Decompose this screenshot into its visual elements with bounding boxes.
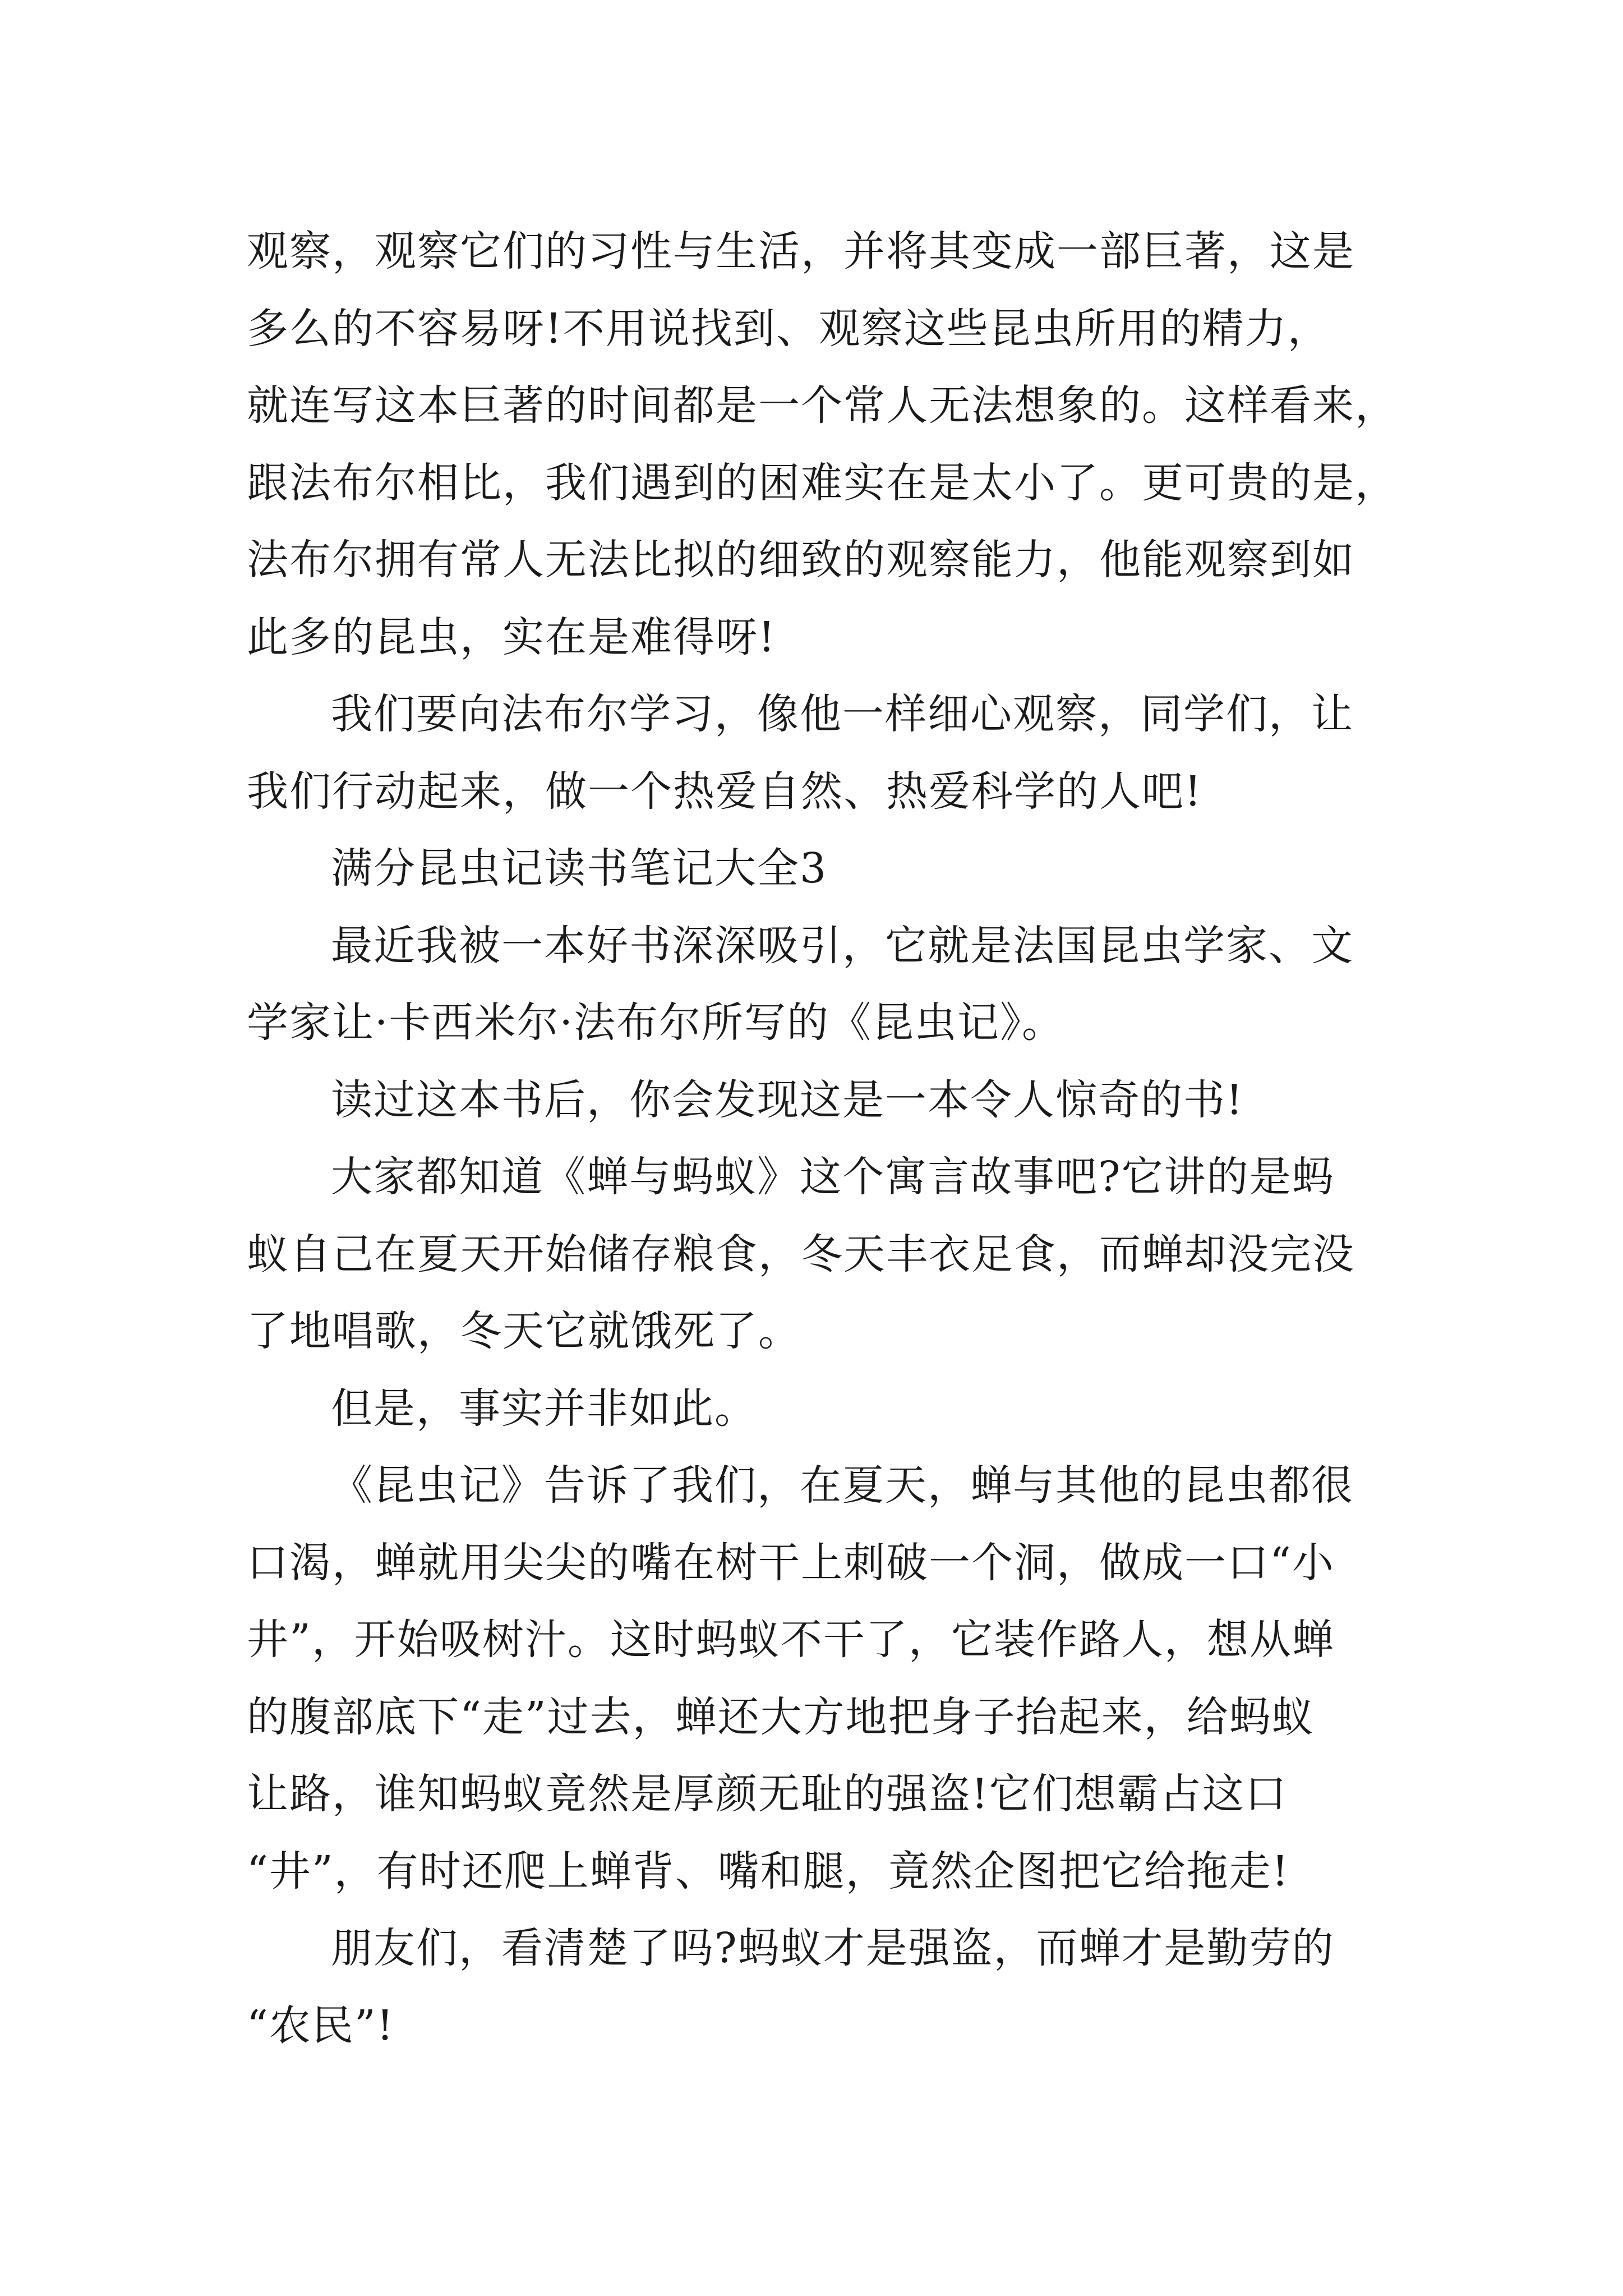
text-line: 但是，事实并非如此。 <box>331 1384 757 1433</box>
text-line: 学家让·卡西米尔·法布尔所写的《昆虫记》。 <box>247 999 1065 1047</box>
text-line: 让路，谁知蚂蚁竟然是厚颜无耻的强盗!它们想霸占这口 <box>247 1770 1288 1818</box>
text-line: 我们要向法布尔学习，像他一样细心观察，同学们，让 <box>331 690 1354 738</box>
text-line: 《昆虫记》告诉了我们，在夏天，蝉与其他的昆虫都很 <box>331 1461 1354 1510</box>
text-line: 朋友们，看清楚了吗?蚂蚁才是强盗，而蝉才是勤劳的 <box>331 1924 1335 1972</box>
text-line: 跟法布尔相比，我们遇到的困难实在是太小了。更可贵的是， <box>247 458 1398 507</box>
text-line: 满分昆虫记读书笔记大全3 <box>331 844 828 892</box>
text-line: 此多的昆虫，实在是难得呀! <box>247 613 776 661</box>
text-line: 观察，观察它们的习性与生活，并将其变成一部巨著，这是 <box>247 227 1355 275</box>
text-line: 我们行动起来，做一个热爱自然、热爱科学的人吧! <box>247 767 1202 816</box>
text-line: 大家都知道《蝉与蚂蚁》这个寓言故事吧?它讲的是蚂 <box>331 1153 1335 1201</box>
text-line: 的腹部底下“走”过去，蝉还大方地把身子抬起来，给蚂蚁 <box>247 1692 1315 1741</box>
text-line: 法布尔拥有常人无法比拟的细致的观察能力，他能观察到如 <box>247 536 1355 584</box>
text-line: “井”，有时还爬上蝉背、嘴和腿，竟然企图把它给拖走! <box>247 1847 1290 1895</box>
text-line: 最近我被一本好书深深吸引，它就是法国昆虫学家、文 <box>331 921 1354 970</box>
text-line: 口渴，蝉就用尖尖的嘴在树干上刺破一个洞，做成一口“小 <box>247 1538 1335 1587</box>
text-line: 了地唱歌，冬天它就饿死了。 <box>247 1307 801 1355</box>
text-line: 井”，开始吸树汁。这时蚂蚁不干了，它装作路人，想从蝉 <box>247 1616 1335 1664</box>
text-line: 蚁自己在夏天开始储存粮食，冬天丰衣足食，而蝉却没完没 <box>247 1230 1355 1278</box>
text-line: 多么的不容易呀!不用说找到、观察这些昆虫所用的精力， <box>247 304 1330 353</box>
text-line: 就连写这本巨著的时间都是一个常人无法想象的。这样看来， <box>247 381 1398 430</box>
text-line: “农民”! <box>247 2001 395 2050</box>
document-body <box>247 213 1436 2064</box>
text-line: 读过这本书后，你会发现这是一本令人惊奇的书! <box>331 1075 1244 1124</box>
